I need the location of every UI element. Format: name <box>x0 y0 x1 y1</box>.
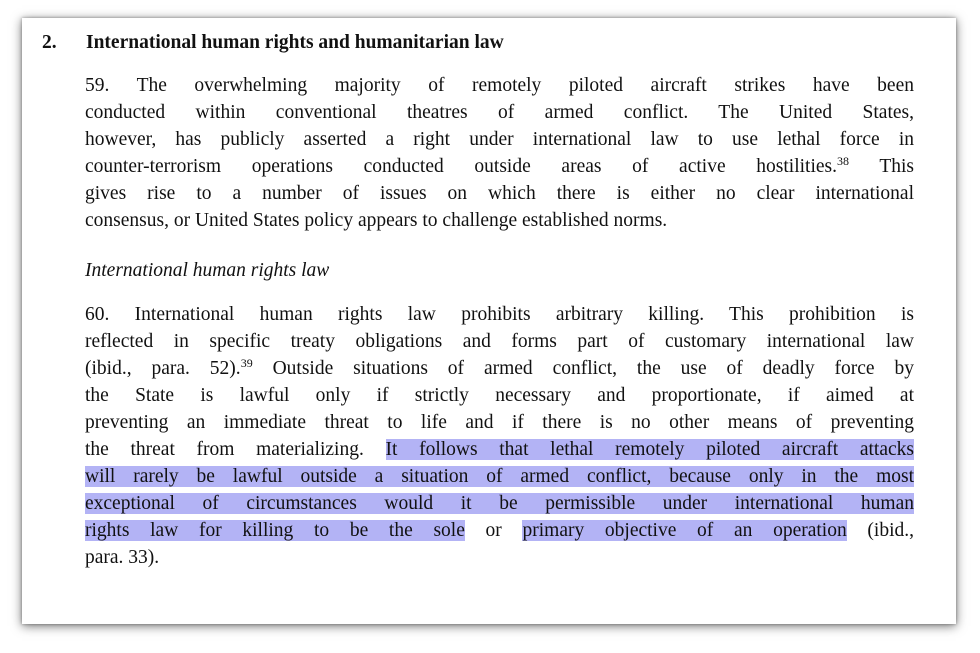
paragraph-60 <box>85 301 914 571</box>
paragraph-60-line <box>85 355 914 382</box>
subheading-human-rights-law: International human rights law <box>85 260 330 281</box>
paragraph-60-line: preventing an immediate threat to life and if there is no other means of preventing <box>85 412 914 433</box>
highlighted-text[interactable]: exceptional of circumstances would it be permissible under international human <box>85 493 914 514</box>
highlighted-text[interactable]: rights law for killing to be the sole <box>85 520 465 541</box>
paragraph-60-text: the threat from materializing. <box>85 439 386 460</box>
paragraph-60-text: (ibid., <box>846 520 914 541</box>
section-heading <box>42 32 504 54</box>
paragraph-60-line: para. 33). <box>85 547 160 568</box>
paragraph-60-line <box>85 517 914 544</box>
paragraph-60-line: 60. International human rights law prohibits arbitrary killing. This prohibition is <box>85 304 914 325</box>
paragraph-60-line <box>85 436 914 463</box>
paragraph-60-line <box>85 463 914 490</box>
paragraph-59-text: This <box>849 156 914 177</box>
section-number: 2. <box>42 32 57 53</box>
highlighted-text[interactable]: will rarely be lawful outside a situation of armed conflict, because only in the most <box>85 466 914 487</box>
footnote-ref-38[interactable]: 38 <box>837 154 849 168</box>
paragraph-60-text: (ibid., para. 52). <box>85 358 241 379</box>
paragraph-59 <box>85 72 914 234</box>
paragraph-60-line <box>85 490 914 517</box>
paragraph-59-text: counter-terrorism operations conducted outside areas of active hostilities. <box>85 156 837 177</box>
paragraph-59-line: 59. The overwhelming majority of remotely piloted aircraft strikes have been <box>85 75 914 96</box>
highlighted-text[interactable]: primary objective of an operation <box>522 520 847 541</box>
paragraph-59-line: however, has publicly asserted a right under international law to use lethal force in <box>85 129 914 150</box>
footnote-ref-39[interactable]: 39 <box>240 356 253 370</box>
paragraph-59-line: conducted within conventional theatres of armed conflict. The United States, <box>85 102 914 123</box>
paragraph-59-line <box>85 153 914 180</box>
paragraph-59-line: consensus, or United States policy appears to challenge established norms. <box>85 210 668 231</box>
paragraph-60-line: reflected in specific treaty obligations and forms part of customary international law <box>85 331 914 352</box>
paragraph-60-text: Outside situations of armed conflict, the use of deadly force by <box>252 358 914 379</box>
paragraph-60-line: the State is lawful only if strictly necessary and proportionate, if aimed at <box>85 385 914 406</box>
highlighted-text[interactable]: It follows that lethal remotely piloted aircraft attacks <box>385 439 914 460</box>
paragraph-60-text: or <box>464 520 523 541</box>
section-title: International human rights and humanitarian law <box>86 32 504 53</box>
paragraph-59-line: gives rise to a number of issues on which there is either no clear international <box>85 183 914 204</box>
document-page <box>22 18 956 624</box>
